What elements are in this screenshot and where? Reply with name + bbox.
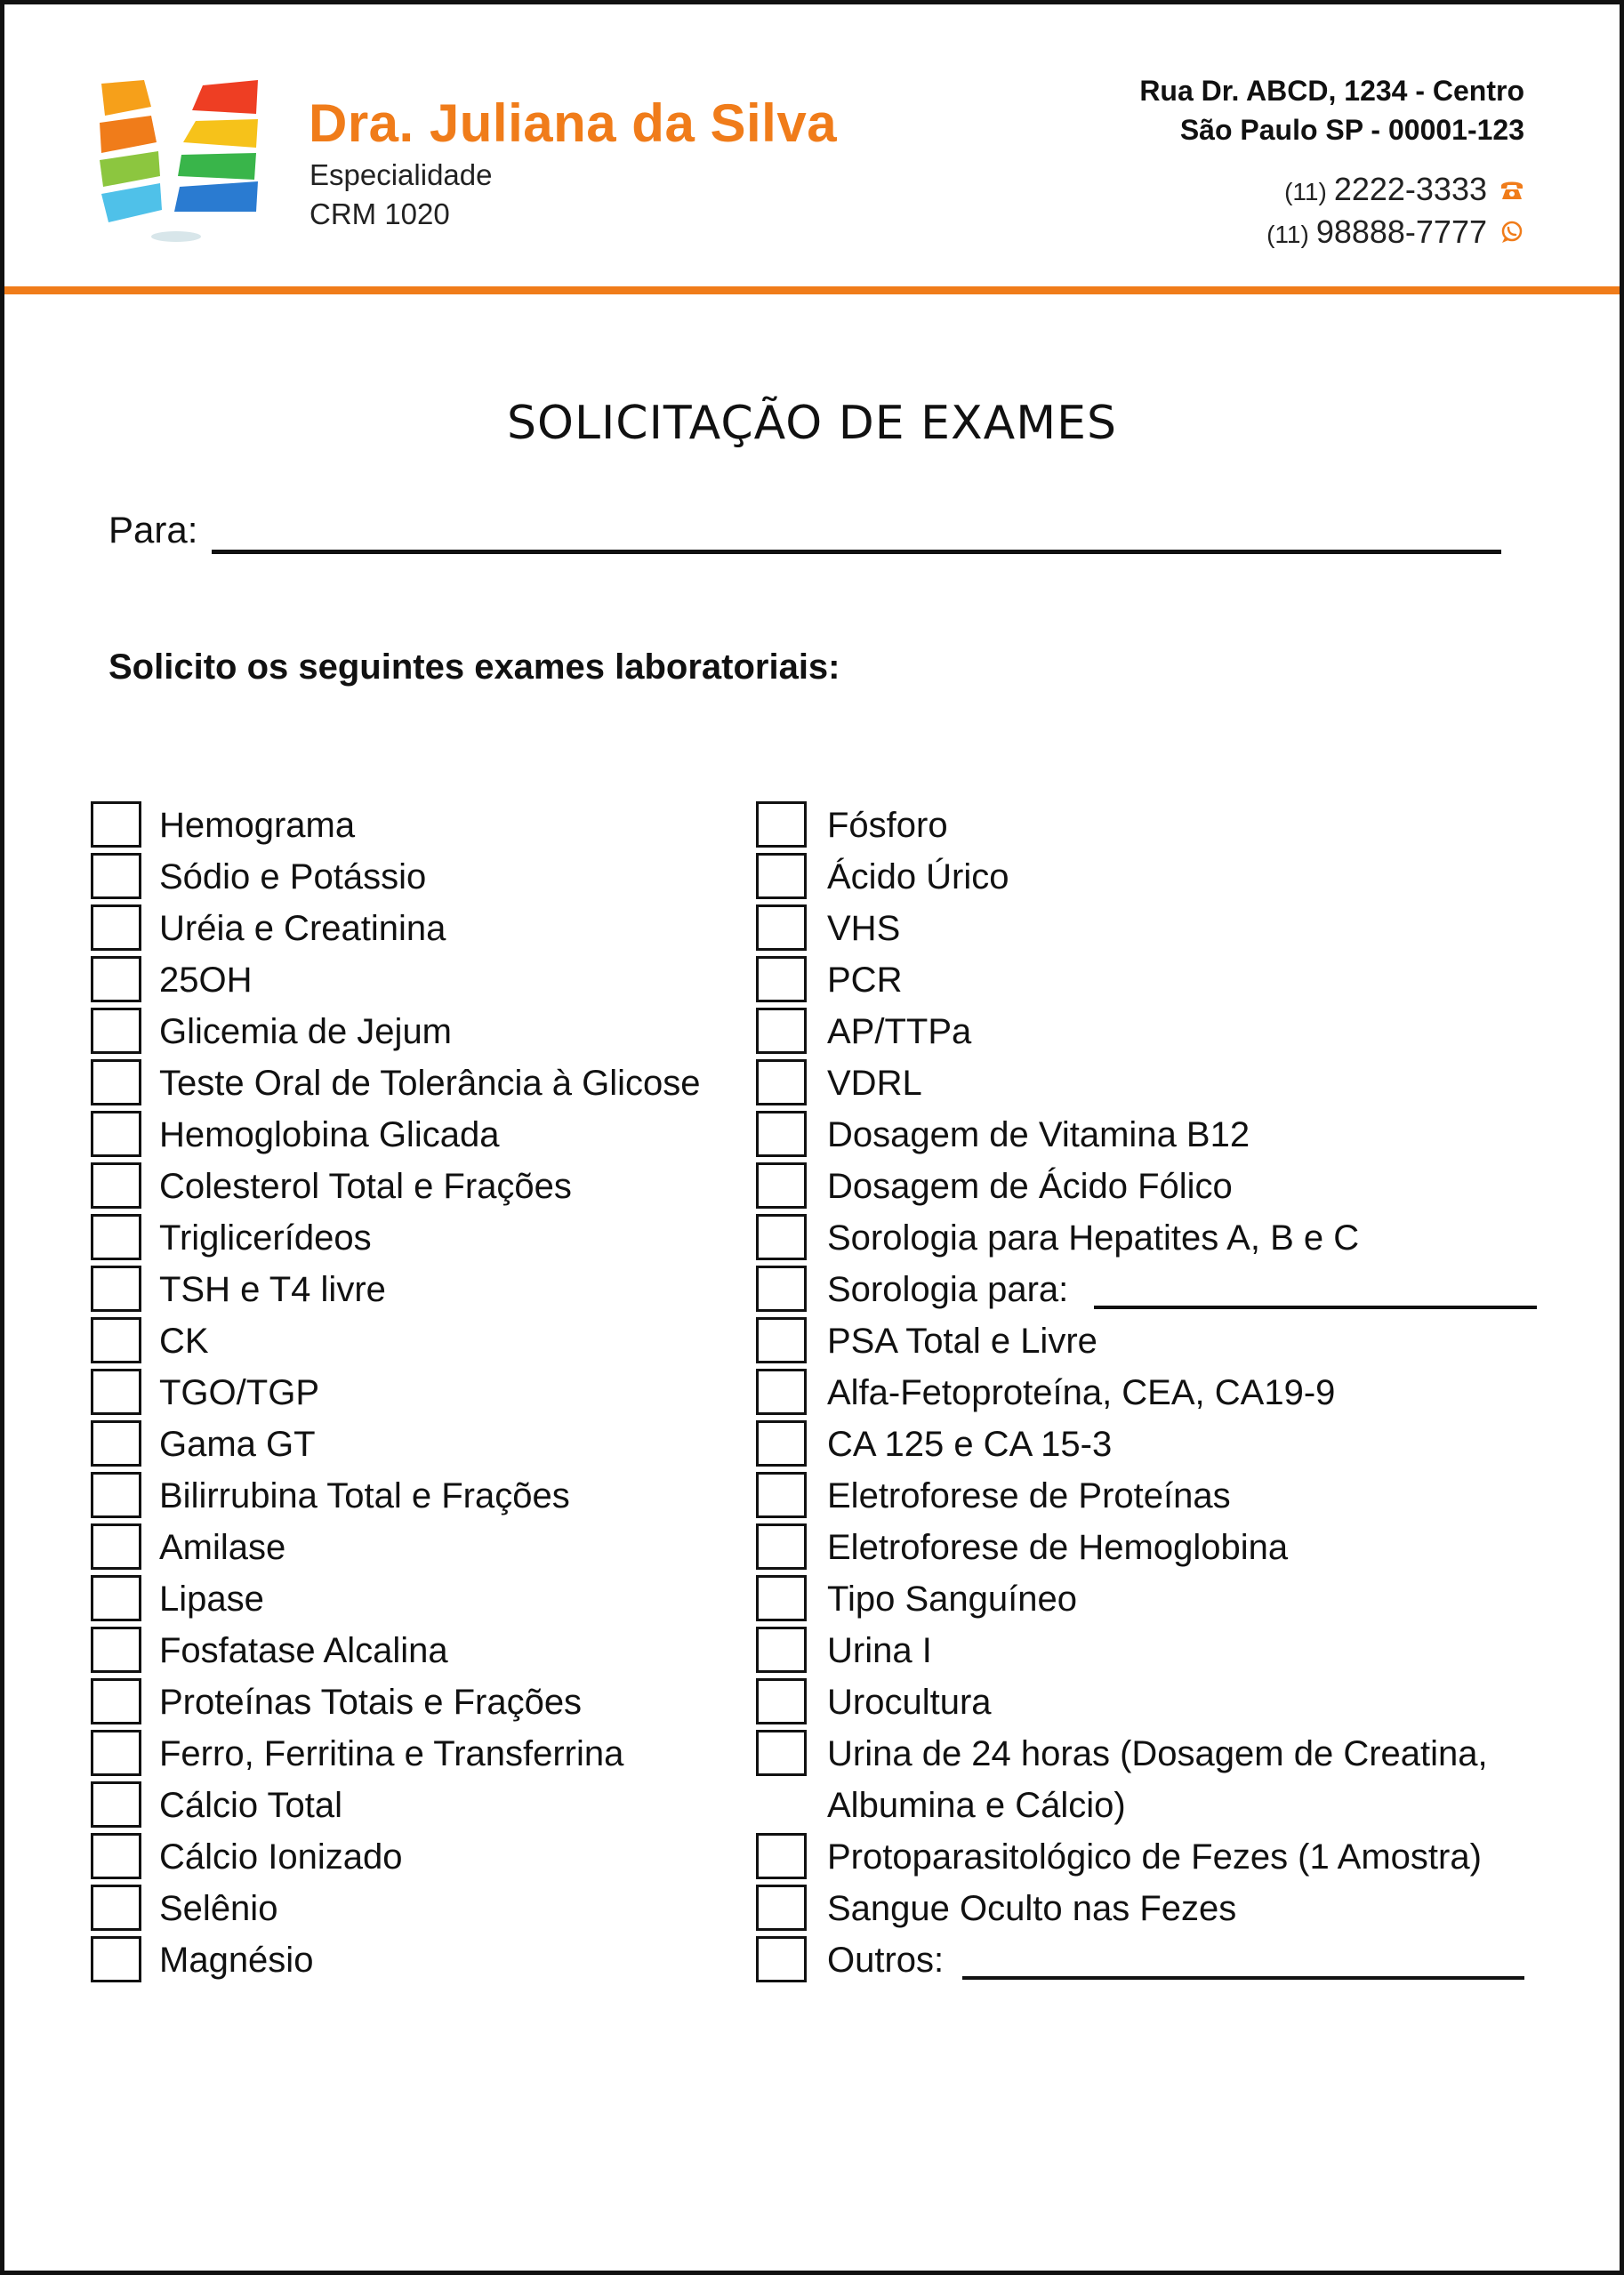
exam-checkbox[interactable] bbox=[91, 1420, 141, 1467]
exam-checkbox[interactable] bbox=[91, 956, 141, 1002]
exam-label: Sorologia para: bbox=[827, 1270, 1069, 1309]
exam-checkbox[interactable] bbox=[91, 1059, 141, 1105]
exam-label: Hemoglobina Glicada bbox=[159, 1115, 500, 1154]
outros-fill-line[interactable] bbox=[962, 1976, 1524, 1980]
exam-label: Dosagem de Vitamina B12 bbox=[827, 1115, 1250, 1154]
exam-label: Fosfatase Alcalina bbox=[159, 1631, 448, 1670]
exam-label: Amilase bbox=[159, 1528, 286, 1567]
phone-area-code: (11) bbox=[1284, 178, 1327, 205]
exam-label: Ferro, Ferritina e Transferrina bbox=[159, 1734, 624, 1773]
exam-checkbox[interactable] bbox=[756, 1266, 807, 1312]
exam-label: Urocultura bbox=[827, 1683, 992, 1722]
exam-label: Tipo Sanguíneo bbox=[827, 1580, 1077, 1619]
exam-checkbox[interactable] bbox=[756, 1317, 807, 1363]
phone-whatsapp bbox=[1266, 213, 1524, 251]
exam-checkbox[interactable] bbox=[91, 1266, 141, 1312]
exam-checkbox[interactable] bbox=[91, 1730, 141, 1776]
phone-area-code: (11) bbox=[1266, 221, 1309, 248]
whatsapp-icon bbox=[1499, 220, 1524, 245]
exam-label: Colesterol Total e Frações bbox=[159, 1167, 572, 1206]
exam-checkbox[interactable] bbox=[91, 1369, 141, 1415]
exam-label: CA 125 e CA 15-3 bbox=[827, 1425, 1113, 1464]
phone-landline bbox=[1284, 171, 1524, 208]
exam-label: CK bbox=[159, 1322, 209, 1361]
exam-label: Urina I bbox=[827, 1631, 932, 1670]
exam-checkbox[interactable] bbox=[91, 1575, 141, 1621]
exam-label: Sorologia para Hepatites A, B e C bbox=[827, 1218, 1360, 1258]
exam-checkbox[interactable] bbox=[91, 1317, 141, 1363]
exam-label: Fósforo bbox=[827, 806, 948, 845]
exam-label: TGO/TGP bbox=[159, 1373, 319, 1412]
exam-label: TSH e T4 livre bbox=[159, 1270, 386, 1309]
exam-label: Lipase bbox=[159, 1580, 264, 1619]
exam-checkbox[interactable] bbox=[756, 1936, 807, 1982]
exam-checkbox[interactable] bbox=[91, 1214, 141, 1260]
exam-checkbox[interactable] bbox=[756, 1369, 807, 1415]
exam-label: Proteínas Totais e Frações bbox=[159, 1683, 583, 1722]
intro-text: Solicito os seguintes exames laboratoriais: bbox=[109, 647, 840, 687]
exam-label: PSA Total e Livre bbox=[827, 1322, 1097, 1361]
phone-number: 98888-7777 bbox=[1315, 213, 1487, 250]
exam-checkbox[interactable] bbox=[756, 1885, 807, 1931]
exam-checkbox[interactable] bbox=[91, 853, 141, 899]
exam-label: Hemograma bbox=[159, 806, 356, 845]
exam-checkbox[interactable] bbox=[91, 904, 141, 951]
exam-checkbox[interactable] bbox=[756, 801, 807, 848]
exam-label: Triglicerídeos bbox=[159, 1218, 372, 1258]
exam-checkbox[interactable] bbox=[756, 1833, 807, 1879]
doctor-name: Dra. Juliana da Silva bbox=[309, 93, 838, 153]
sorologia-fill-line[interactable] bbox=[1094, 1306, 1537, 1309]
exam-label: Urina de 24 horas (Dosagem de Creatina, bbox=[827, 1734, 1488, 1773]
exam-label: Cálcio Total bbox=[159, 1786, 343, 1825]
exam-label: VHS bbox=[827, 909, 901, 948]
exam-label: Bilirrubina Total e Frações bbox=[159, 1476, 570, 1515]
exam-label: Ácido Úrico bbox=[827, 857, 1009, 896]
exam-checkbox[interactable] bbox=[756, 1575, 807, 1621]
exam-label: Sangue Oculto nas Fezes bbox=[827, 1889, 1237, 1928]
exam-label: PCR bbox=[827, 961, 903, 1000]
exam-checkbox[interactable] bbox=[91, 1627, 141, 1673]
exam-checkbox[interactable] bbox=[756, 1008, 807, 1054]
exam-label: Alfa-Fetoproteína, CEA, CA19-9 bbox=[827, 1373, 1336, 1412]
exam-checkbox[interactable] bbox=[756, 1678, 807, 1724]
exam-checkbox[interactable] bbox=[756, 956, 807, 1002]
exam-checkbox[interactable] bbox=[91, 1008, 141, 1054]
exam-checkbox[interactable] bbox=[91, 1833, 141, 1879]
exam-checkbox[interactable] bbox=[756, 1111, 807, 1157]
exam-label: Protoparasitológico de Fezes (1 Amostra) bbox=[827, 1837, 1482, 1877]
exam-checkbox[interactable] bbox=[91, 1781, 141, 1828]
address-line-2: São Paulo SP - 00001-123 bbox=[1179, 114, 1524, 146]
exam-checkbox[interactable] bbox=[756, 904, 807, 951]
exam-checkbox[interactable] bbox=[91, 1472, 141, 1518]
exam-checkbox[interactable] bbox=[91, 1523, 141, 1570]
exam-label: Magnésio bbox=[159, 1941, 314, 1980]
exam-label: Eletroforese de Proteínas bbox=[827, 1476, 1231, 1515]
exam-label: Uréia e Creatinina bbox=[159, 909, 446, 948]
exam-label: Eletroforese de Hemoglobina bbox=[827, 1528, 1289, 1567]
doctor-specialty: Especialidade bbox=[310, 158, 493, 191]
exam-label: 25OH bbox=[159, 961, 253, 1000]
exam-label: Glicemia de Jejum bbox=[159, 1012, 453, 1051]
exam-checkbox[interactable] bbox=[756, 853, 807, 899]
exam-checkbox[interactable] bbox=[756, 1472, 807, 1518]
address-line-1: Rua Dr. ABCD, 1234 - Centro bbox=[1139, 75, 1524, 107]
telephone-icon bbox=[1499, 177, 1524, 202]
exam-checkbox[interactable] bbox=[756, 1523, 807, 1570]
exam-checkbox[interactable] bbox=[91, 801, 141, 848]
exam-label: Dosagem de Ácido Fólico bbox=[827, 1167, 1233, 1206]
exam-label: Teste Oral de Tolerância à Glicose bbox=[159, 1064, 701, 1103]
exam-checkbox[interactable] bbox=[91, 1678, 141, 1724]
exam-checkbox[interactable] bbox=[91, 1111, 141, 1157]
para-fill-line[interactable] bbox=[212, 550, 1501, 554]
exam-label: AP/TTPa bbox=[827, 1012, 972, 1051]
exam-checkbox[interactable] bbox=[91, 1162, 141, 1209]
exam-checkbox[interactable] bbox=[756, 1059, 807, 1105]
exam-checkbox[interactable] bbox=[756, 1214, 807, 1260]
doctor-crm: CRM 1020 bbox=[310, 197, 450, 230]
page-title: SOLICITAÇÃO DE EXAMES bbox=[507, 397, 1117, 450]
exam-label: VDRL bbox=[827, 1064, 922, 1103]
exam-label: Outros: bbox=[827, 1941, 945, 1980]
exam-checkbox[interactable] bbox=[756, 1162, 807, 1209]
exam-label: Sódio e Potássio bbox=[159, 857, 427, 896]
exam-label: Cálcio Ionizado bbox=[159, 1837, 403, 1877]
phone-number: 2222-3333 bbox=[1333, 171, 1487, 207]
header-divider bbox=[4, 286, 1620, 294]
exam-label: Selênio bbox=[159, 1889, 278, 1928]
exam-checkbox[interactable] bbox=[91, 1885, 141, 1931]
clinic-logo bbox=[96, 78, 265, 249]
exam-label: Gama GT bbox=[159, 1425, 316, 1464]
exam-checkbox[interactable] bbox=[756, 1627, 807, 1673]
exam-checkbox[interactable] bbox=[756, 1730, 807, 1776]
exam-label-continuation: Albumina e Cálcio) bbox=[827, 1786, 1126, 1825]
para-label: Para: bbox=[109, 509, 198, 551]
exam-checkbox[interactable] bbox=[756, 1420, 807, 1467]
exam-checkbox[interactable] bbox=[91, 1936, 141, 1982]
